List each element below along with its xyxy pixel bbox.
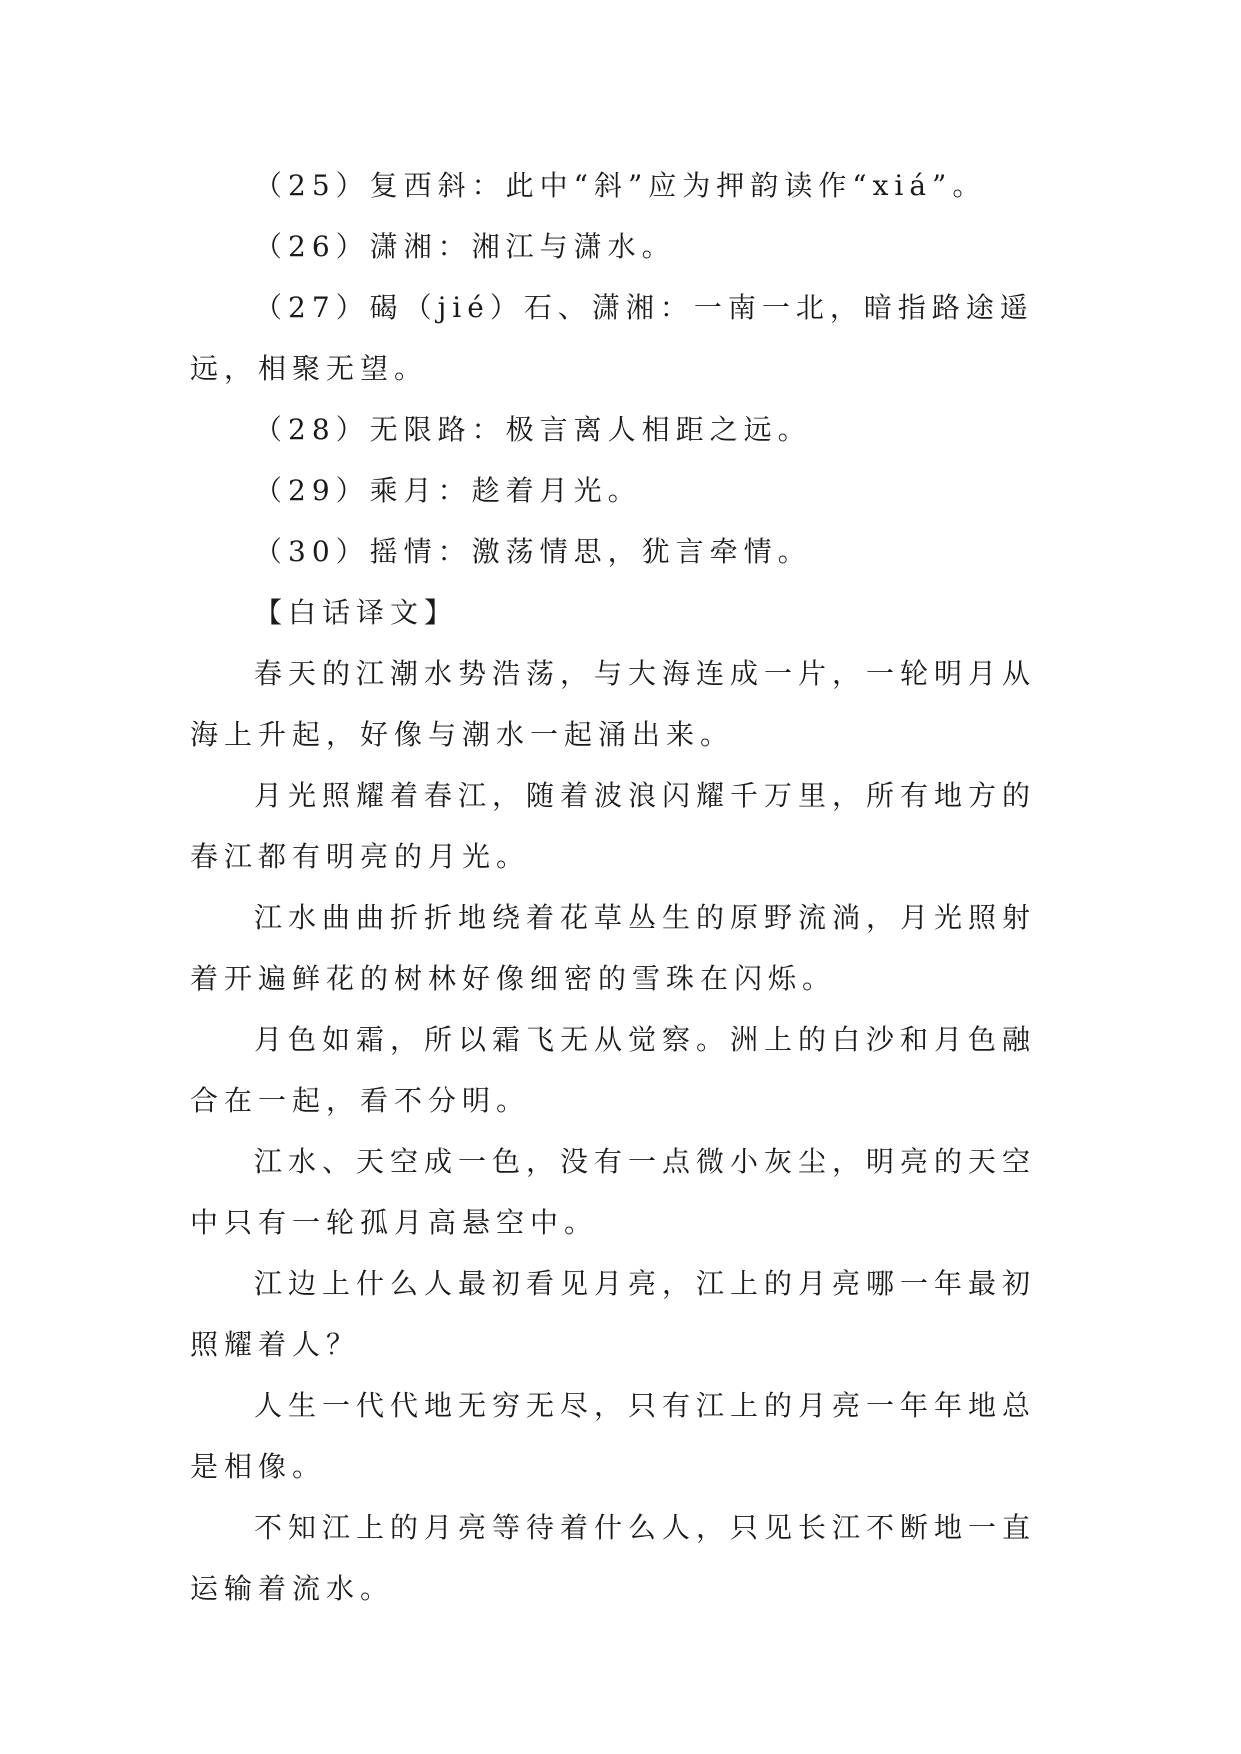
- translation-paragraph: 春天的江潮水势浩荡，与大海连成一片，一轮明月从海上升起，好像与潮水一起涌出来。: [190, 657, 1037, 751]
- translation-paragraph: 月光照耀着春江，随着波浪闪耀千万里，所有地方的春江都有明亮的月光。: [190, 779, 1037, 873]
- section-heading: 【白话译文】: [254, 596, 459, 629]
- translation-paragraph: 人生一代代地无穷无尽，只有江上的月亮一年年地总是相像。: [190, 1389, 1037, 1483]
- note-28: （28）无限路：极言离人相距之远。: [254, 413, 812, 446]
- document-body: [190, 155, 1052, 1619]
- translation-paragraph: 月色如霜，所以霜飞无从觉察。洲上的白沙和月色融合在一起，看不分明。: [190, 1023, 1037, 1117]
- note-29: （29）乘月：趁着月光。: [254, 474, 642, 507]
- note-25: （25）复西斜：此中“斜”应为押韵读作“xiá”。: [254, 169, 987, 202]
- translation-paragraph: 江水、天空成一色，没有一点微小灰尘，明亮的天空中只有一轮孤月高悬空中。: [190, 1145, 1037, 1239]
- note-26: （26）潇湘：湘江与潇水。: [254, 230, 676, 263]
- translation-paragraph: 江水曲曲折折地绕着花草丛生的原野流淌，月光照射着开遍鲜花的树林好像细密的雪珠在闪烁。: [190, 901, 1037, 995]
- note-27: （27）碣（jié）石、潇湘：一南一北，暗指路途遥远，相聚无望。: [190, 291, 1034, 385]
- translation-paragraph: 不知江上的月亮等待着什么人，只见长江不断地一直运输着流水。: [190, 1511, 1037, 1605]
- note-30: （30）摇情：激荡情思，犹言牵情。: [254, 535, 812, 568]
- translation-paragraph: 江边上什么人最初看见月亮，江上的月亮哪一年最初照耀着人？: [190, 1267, 1037, 1361]
